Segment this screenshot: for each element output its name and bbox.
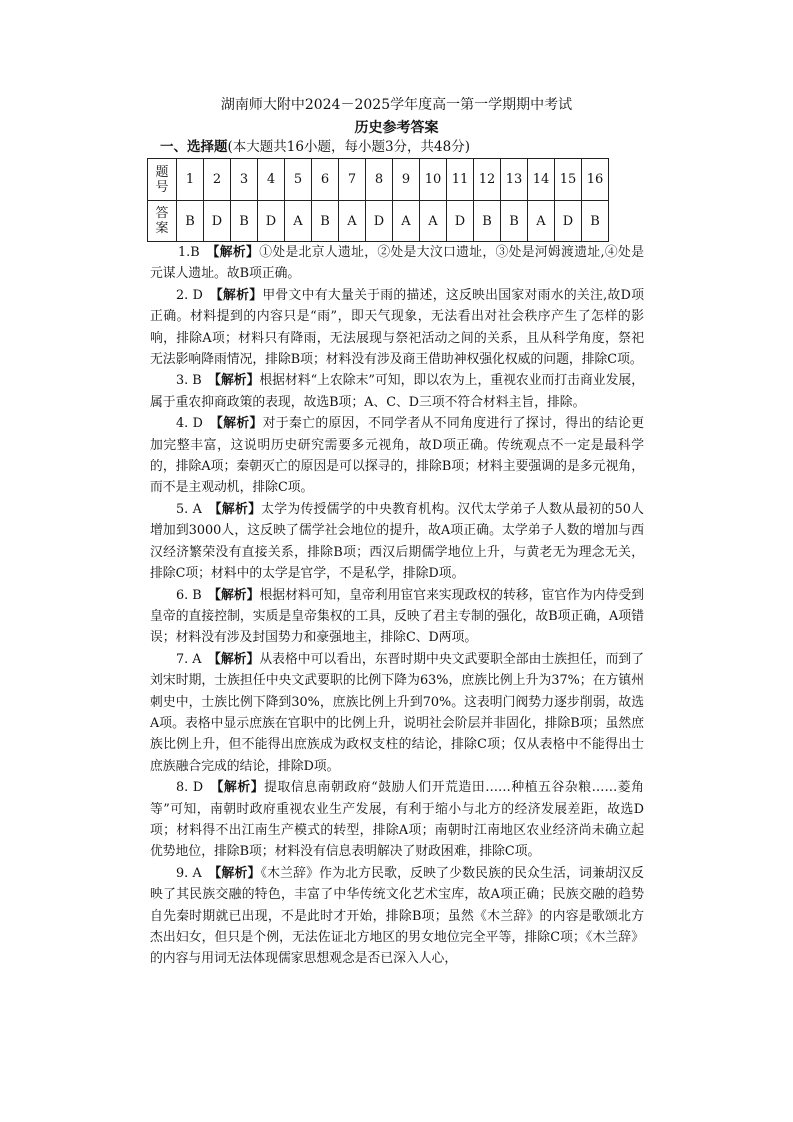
answer-cell: B bbox=[582, 201, 609, 242]
answer-cell: B bbox=[231, 201, 258, 242]
answer-cell: D bbox=[555, 201, 582, 242]
explanation-item: 5. A 【解析】太学为传授儒学的中央教育机构。汉代太学弟子人数从最初的50人增加到3000人，这反映了儒学社会地位的提升，故A项正确。太学弟子人数的增加与西汉经济繁荣没有直接关系，排除B项；西汉后期儒学地位上升，与黄老无为理念无关，排除C项；材料中的太学是官学，不是私学，排除D项。 bbox=[150, 501, 644, 582]
explanation-item: 2. D 【解析】甲骨文中有大量关于雨的描述，这反映出国家对雨水的关注,故D项正确。材料提到的内容只是“雨”，即天气现象，无法看出对社会秩序产生了怎样的影响，排除A项；材料只有降雨，无法展现与祭祀活动之间的关系，且从科学角度，祭祀无法影响降雨情况，排除B项；材料没有涉及商王借助神权强化权威的问题，排除C项。 bbox=[150, 287, 645, 368]
question-number: 7 bbox=[339, 159, 366, 201]
explanation-item: 9. A 【解析】《木兰辞》作为北方民歌，反映了少数民族的民众生活，词兼胡汉反映了其民族交融的特色，丰富了中华传统文化艺术宝库，故A项正确；民族交融的趋势自先秦时期就已出现，不是此时才开始，排除B项；虽然《木兰辞》的内容是歌颂北方杰出妇女，但只是个例，无法佐证北方地区的男女地位完全平等，排除C项；《木兰辞》的内容与用词无法体现儒家思想观念是否已深入人心， bbox=[150, 865, 644, 967]
question-number: 3 bbox=[231, 159, 258, 201]
answer-cell: A bbox=[420, 201, 447, 242]
answer-cell: A bbox=[339, 201, 366, 242]
question-number: 6 bbox=[312, 159, 339, 201]
answer-cell: A bbox=[393, 201, 420, 242]
answer-cell: D bbox=[258, 201, 285, 242]
question-number: 14 bbox=[528, 159, 555, 201]
question-number: 2 bbox=[204, 159, 231, 201]
question-number: 12 bbox=[474, 159, 501, 201]
section-note: (本大题共16小题，每小题3分，共48分) bbox=[227, 139, 470, 155]
question-number: 13 bbox=[501, 159, 528, 201]
page-subtitle: 历史参考答案 bbox=[354, 120, 439, 136]
question-number: 1 bbox=[177, 159, 204, 201]
answer-cell: D bbox=[447, 201, 474, 242]
question-number-row bbox=[148, 159, 609, 201]
section-label: 一、选择题 bbox=[160, 139, 228, 155]
question-number: 4 bbox=[258, 159, 285, 201]
explanation-item: 3. B 【解析】根据材料“上农除末”可知，即以农为上，重视农业而打击商业发展，属于重农抑商政策的表现，故选B项；A、C、D三项不符合材料主旨，排除。 bbox=[150, 373, 644, 410]
question-number: 5 bbox=[285, 159, 312, 201]
explanation-item: 1.B 【解析】①处是北京人遗址，②处是大汶口遗址，③处是河姆渡遗址,④处是元谋人遗址。故B项正确。 bbox=[150, 245, 644, 282]
answer-cell: A bbox=[285, 201, 312, 242]
explanation-item: 4. D 【解析】对于秦亡的原因，不同学者从不同角度进行了探讨，得出的结论更加完整丰富，这说明历史研究需要多元视角，故D项正确。传统观点不一定是最科学的，排除A项；秦朝灭亡的原因是可以探寻的，排除B项；材料主要强调的是多元视角，而不是主观动机，排除C项。 bbox=[150, 416, 644, 496]
answer-cell: D bbox=[366, 201, 393, 242]
explanation-item: 8. D 【解析】提取信息南朝政府“鼓励人们开荒造田……种植五谷杂粮……菱角等”可知，南朝时政府重视农业生产发展，有利于缩小与北方的经济发展差距，故选D项；材料得不出江南生产模式的转型，排除A项；南朝时江南地区农业经济尚未确立起优势地位，排除B项；材料没有信息表明解决了财政困难，排除C项。 bbox=[150, 780, 644, 860]
section-heading bbox=[160, 138, 470, 156]
question-number: 16 bbox=[582, 159, 609, 201]
answer-cell: B bbox=[312, 201, 339, 242]
row-header-question: 题 号 bbox=[148, 159, 177, 201]
question-number: 9 bbox=[393, 159, 420, 201]
answer-row bbox=[148, 201, 609, 242]
question-number: 11 bbox=[447, 159, 474, 201]
explanations bbox=[150, 242, 644, 970]
row-header-answer: 答 案 bbox=[148, 201, 177, 242]
answer-cell: B bbox=[177, 201, 204, 242]
answer-table bbox=[147, 158, 609, 242]
question-number: 8 bbox=[366, 159, 393, 201]
answer-cell: A bbox=[528, 201, 555, 242]
page-title: 湖南师大附中2024－2025学年度高一第一学期期中考试 bbox=[220, 97, 573, 113]
question-number: 10 bbox=[420, 159, 447, 201]
explanation-item: 6. B 【解析】根据材料可知，皇帝利用宦官来实现政权的转移，宦官作为内侍受到皇帝的直接控制，实质是皇帝集权的工具，反映了君主专制的强化，故B项正确，A项错误；材料没有涉及封国势力和豪强地主，排除C、D两项。 bbox=[150, 587, 644, 646]
answer-cell: B bbox=[501, 201, 528, 242]
answer-cell: D bbox=[204, 201, 231, 242]
explanation-item: 7. A 【解析】从表格中可以看出，东晋时期中央文武要职全部由士族担任，而到了刘宋时期，士族担任中央文武要职的比例下降为63%，庶族比例上升为37%；在方镇州刺史中，士族比例下降到30%，庶族比例上升到70%。这表明门阀势力逐步削弱，故选A项。表格中显示庶族在官职中的比例上升，说明社会阶层并非固化，排除B项；虽然庶族比例上升，但不能得出庶族成为政权支柱的结论，排除C项；仅从表格中不能得出士庶族融合完成的结论，排除D项。 bbox=[150, 651, 644, 774]
answer-cell: B bbox=[474, 201, 501, 242]
question-number: 15 bbox=[555, 159, 582, 201]
